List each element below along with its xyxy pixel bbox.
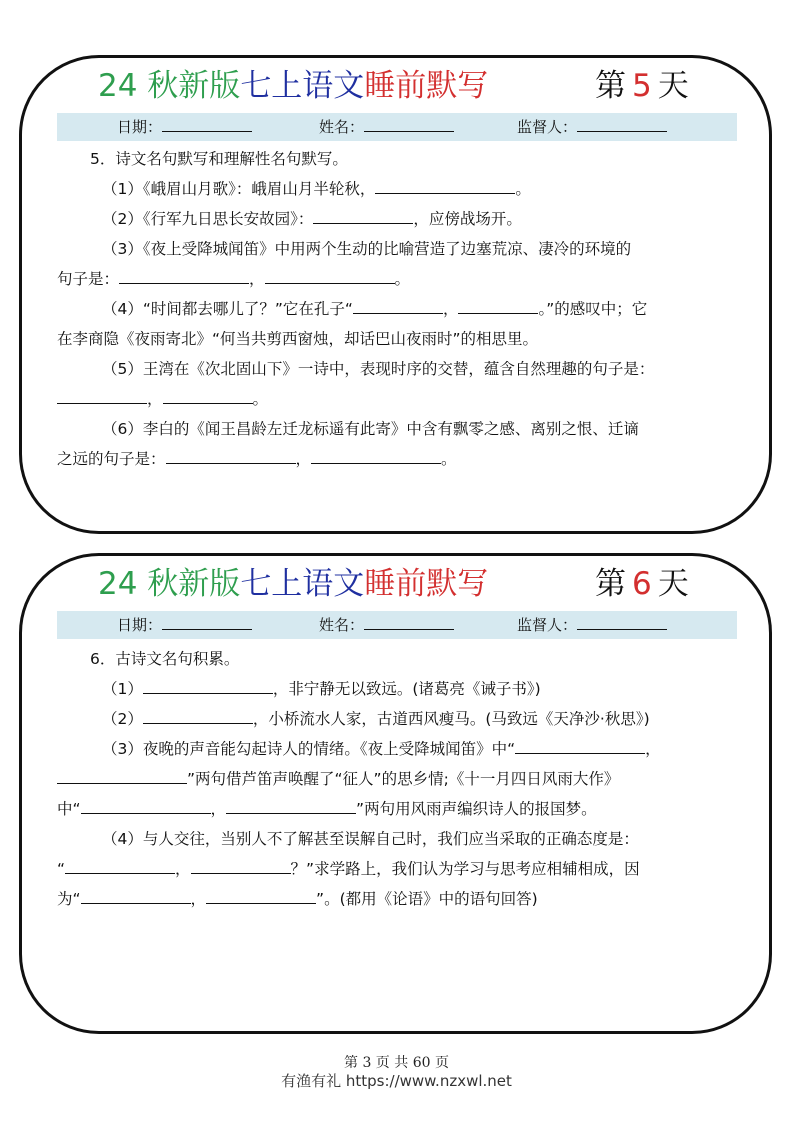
- worksheet-card-day-5: [19, 55, 772, 534]
- answer-blank[interactable]: [57, 769, 187, 784]
- answer-blank[interactable]: [515, 739, 645, 754]
- question-body: 5．诗文名句默写和理解性名句默写。 （1）《峨眉山月歌》：峨眉山月半轮秋， 。 （2）《行军九日思长安故园》： ，应傍战场开。 （3）《夜上受降城闻笛》中用两个生动的比喻营造了边塞荒凉、凄冷的环境的 句子是： ， 。 （4）“时间都去哪儿了？”它在孔子“ ， 。”的感叹中；它 在李商隐《夜雨寄北》“何当共剪西窗烛，却话巴山夜雨时”的相思里。 （5）王湾在《次北固山下》一诗中，表现时序的交替，蕴含自然理趣的句子是： ， 。 （6）李白的《闻王昌龄左迁龙标遥有此寄》中含有飘零之感、离别之恨、迁谪 之远的句子是： ， 。: [57, 144, 740, 474]
- answer-blank[interactable]: [65, 859, 175, 874]
- supervisor-field[interactable]: 监督人：: [517, 611, 667, 639]
- question-1: （1）《峨眉山月歌》：峨眉山月半轮秋， 。: [102, 180, 531, 198]
- question-6: （6）李白的《闻王昌龄左迁龙标遥有此寄》中含有飘零之感、离别之恨、迁谪: [102, 420, 639, 438]
- card-title: 24 秋新版七上语文睡前默写: [98, 68, 489, 104]
- info-bar: [57, 113, 737, 141]
- question-body: 6．古诗文名句积累。 （1） ，非宁静无以致远。(诸葛亮《诫子书》) （2） ，小桥流水人家，古道西风瘦马。(马致远《天净沙·秋思》) （3）夜晚的声音能勾起诗人的情绪。《夜上受降城闻笛》中“ ， ”两句借芦笛声唤醒了“征人”的思乡情;《十一月四日风雨大作》 中“ ， ”两句用风雨声编织诗人的报国梦。 （4）与人交往，当别人不了解甚至误解自己时，我们应当采取的正确态度是： “ ， ？”求学路上，我们认为学习与思考应相辅相成，因 为“ ， ”。(都用《论语》中的语句回答): [57, 644, 740, 914]
- date-field[interactable]: 日期：: [117, 113, 252, 141]
- date-field[interactable]: 日期：: [117, 611, 252, 639]
- question-3: （3）夜晚的声音能勾起诗人的情绪。《夜上受降城闻笛》中“ ，: [102, 740, 661, 758]
- question-4: （4）与人交往，当别人不了解甚至误解自己时，我们应当采取的正确态度是：: [102, 830, 639, 848]
- answer-blank[interactable]: [191, 859, 291, 874]
- answer-blank[interactable]: [143, 679, 273, 694]
- question-3: （3）《夜上受降城闻笛》中用两个生动的比喻营造了边塞荒凉、凄冷的环境的: [102, 240, 632, 258]
- worksheet-card-day-6: [19, 553, 772, 1034]
- answer-blank[interactable]: [81, 889, 191, 904]
- question-2: （2） ，小桥流水人家，古道西风瘦马。(马致远《天净沙·秋思》): [102, 710, 650, 728]
- day-label: 第 6 天: [595, 566, 689, 602]
- answer-blank[interactable]: [163, 389, 253, 404]
- page-number: 第 3 页 共 60 页: [344, 1055, 449, 1071]
- answer-blank[interactable]: [458, 299, 538, 314]
- info-bar: [57, 611, 737, 639]
- question-5: （5）王湾在《次北固山下》一诗中，表现时序的交替，蕴含自然理趣的句子是：: [102, 360, 655, 378]
- question-4: （4）“时间都去哪儿了？”它在孔子“ ， 。”的感叹中；它: [102, 300, 648, 318]
- answer-blank[interactable]: [375, 179, 515, 194]
- supervisor-field[interactable]: 监督人：: [517, 113, 667, 141]
- answer-blank[interactable]: [57, 389, 147, 404]
- answer-blank[interactable]: [166, 449, 296, 464]
- question-1: （1） ，非宁静无以致远。(诸葛亮《诫子书》): [102, 680, 541, 698]
- answer-blank[interactable]: [119, 269, 249, 284]
- answer-blank[interactable]: [265, 269, 395, 284]
- name-field[interactable]: 姓名：: [319, 113, 454, 141]
- answer-blank[interactable]: [353, 299, 443, 314]
- section-heading: 5．诗文名句默写和理解性名句默写。: [90, 150, 348, 168]
- answer-blank[interactable]: [206, 889, 316, 904]
- question-2: （2）《行军九日思长安故园》： ，应傍战场开。: [102, 210, 522, 228]
- answer-blank[interactable]: [81, 799, 211, 814]
- answer-blank[interactable]: [313, 209, 413, 224]
- answer-blank[interactable]: [143, 709, 253, 724]
- answer-blank[interactable]: [226, 799, 356, 814]
- day-label: 第 5 天: [595, 68, 689, 104]
- section-heading: 6．古诗文名句积累。: [90, 650, 240, 668]
- card-title: 24 秋新版七上语文睡前默写: [98, 566, 489, 602]
- name-field[interactable]: 姓名：: [319, 611, 454, 639]
- answer-blank[interactable]: [311, 449, 441, 464]
- site-watermark: 有渔有礼 https://www.nzxwl.net: [281, 1072, 512, 1090]
